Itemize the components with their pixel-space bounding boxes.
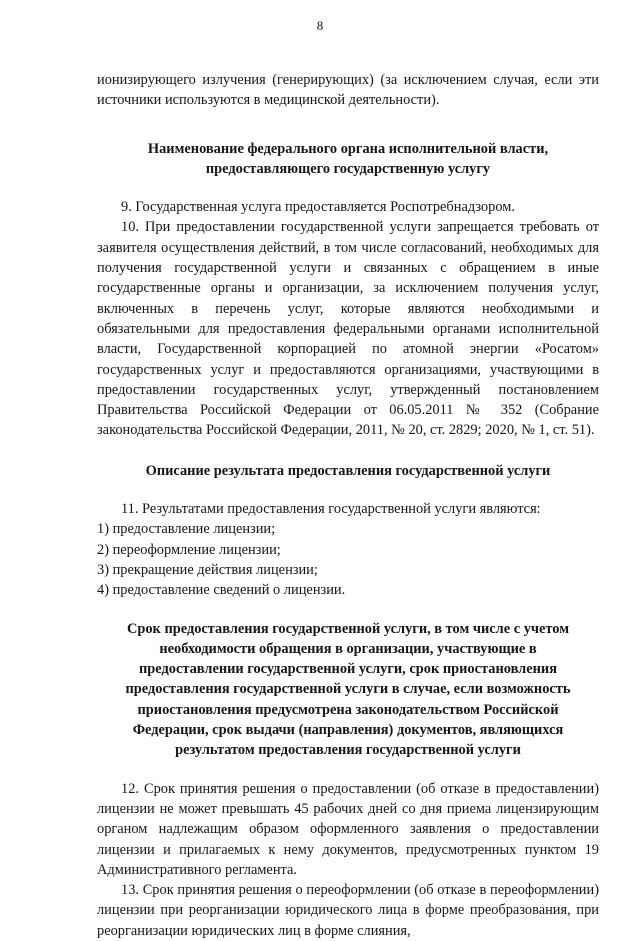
- heading-line: предоставлении государственной услуги, срок приостановления: [139, 661, 557, 678]
- heading-line: предоставления государственной услуги в случае, если возможность: [125, 681, 571, 698]
- section-heading-result: [97, 461, 599, 481]
- heading-line: предоставляющего государственную услугу: [205, 160, 491, 177]
- paragraph-12: 12. Срок принятия решения о предоставлении (об отказе в предоставлении) лицензии не может превышать 45 рабочих дней со дня приема лицензирующим органом надлежащим образом оформленного заявления о предоставлении лицензии и прилагаемых к нему документов, предусмотренных пунктом 19 Административного регламента.: [97, 780, 599, 878]
- paragraph-13: 13. Срок принятия решения о переоформлении (об отказе в переоформлении) лицензии при реорганизации юридического лица в форме преобразования, при реорганизации юридических лиц в форме слияния,: [97, 882, 599, 939]
- heading-line: Описание результата предоставления государственной услуги: [145, 462, 551, 479]
- heading-line: Срок предоставления государственной услуги, в том числе с учетом: [126, 620, 570, 637]
- paragraph-10: 10. При предоставлении государственной услуги запрещается требовать от заявителя осуществления действий, в том числе согласований, необходимых для получения государственной услуги и связанных с обращением в иные государственные органы и организации, за исключением получения услуг, включенных в перечень услуг, которые являются необходимыми и обязательными для предоставления федеральными органами исполнительной власти, Государственной корпорацией по атомной энергии «Росатом» государственных услуг и предоставляются организациями, участвующими в предоставлении государственных услуг, утвержденный постановлением Правительства Российской Федерации от 06.05.2011 № 352 (Собрание законодательства Российской Федерации, 2011, № 20, ст. 2829; 2020, № 1, ст. 51).: [97, 219, 599, 439]
- heading-line: приостановления предусмотрена законодательством Российской: [137, 701, 559, 718]
- section-heading-deadline: [97, 619, 599, 761]
- heading-line: результатом предоставления государственной услуги: [175, 742, 521, 759]
- heading-line: Наименование федерального органа исполнительной власти,: [147, 140, 549, 157]
- list-item: 4) предоставление сведений о лицензии.: [97, 582, 346, 599]
- section-heading-authority: [97, 139, 599, 180]
- heading-line: необходимости обращения в организации, участвующие в: [159, 640, 537, 657]
- document-body: [97, 70, 599, 941]
- intro-paragraph: ионизирующего излучения (генерирующих) (за исключением случая, если эти источники используются в медицинской деятельности).: [97, 72, 599, 109]
- heading-line: Федерации, срок выдачи (направления) документов, являющихся: [132, 722, 564, 739]
- list-item: 1) предоставление лицензии;: [97, 521, 276, 538]
- list-item: 3) прекращение действия лицензии;: [97, 561, 318, 578]
- page-number: 8: [316, 18, 324, 33]
- paragraph-11-intro: 11. Результатами предоставления государственной услуги являются:: [121, 501, 541, 518]
- paragraph-9: 9. Государственная услуга предоставляется Роспотребнадзором.: [121, 199, 515, 216]
- list-item: 2) переоформление лицензии;: [97, 541, 281, 558]
